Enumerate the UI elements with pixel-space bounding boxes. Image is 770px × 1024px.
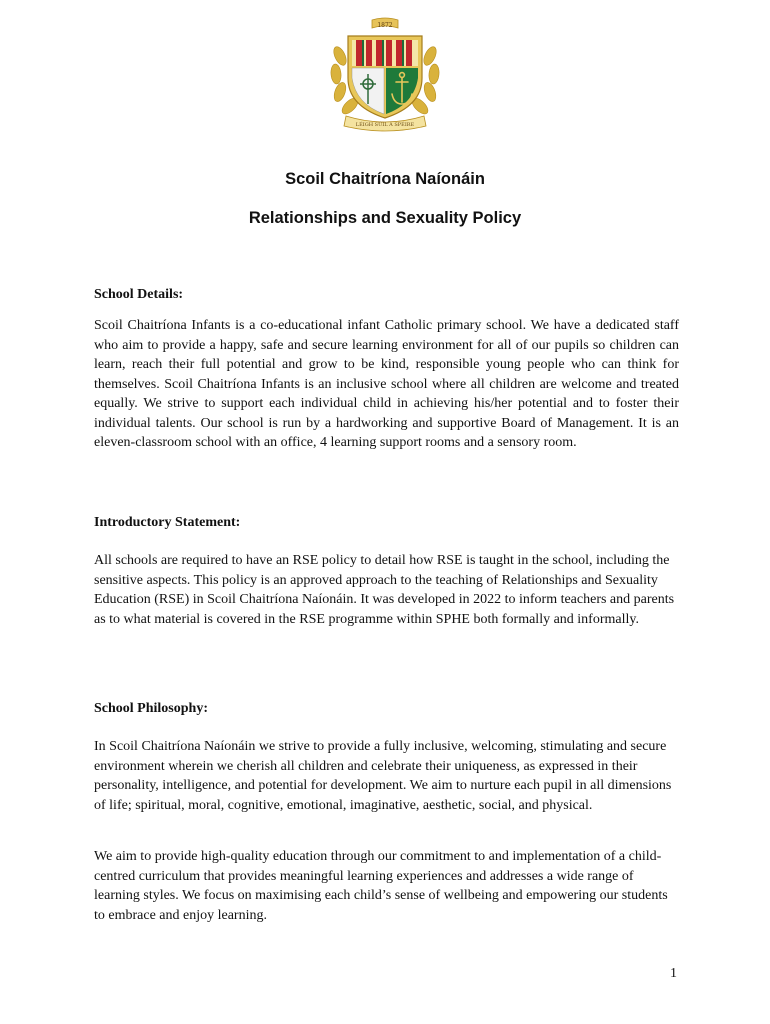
- paragraph-school-philosophy-1: In Scoil Chaitríona Naíonáin we strive to provide a fully inclusive, welcoming, stimulating and secure environment wherein we cherish all children and celebrate their uniqueness, as expressed in their personality, intelligence, and potential for development. We aim to nurture each pupil in all dimensions of life; spiritual, moral, cognitive, emotional, imaginative, aesthetic, social, and physical.: [94, 739, 672, 813]
- paragraph-introductory-statement: All schools are required to have an RSE policy to detail how RSE is taught in the school, including the sensitive aspects. This policy is an approved approach to the teaching of Relationships and Sexuality Education (RSE) in Scoil Chaitríona Naíonáin. It was developed in 2022 to inform teachers and parents as to what material is covered in the RSE programme within SPHE both formally and informally.: [94, 553, 675, 627]
- document-subtitle: Relationships and Sexuality Policy: [248, 209, 522, 227]
- document-title: Scoil Chaitríona Naíonáin: [285, 170, 485, 188]
- section-heading-introductory-statement: Introductory Statement:: [94, 515, 241, 530]
- svg-text:LÉIGH SÚIL A SPÉIRE: LÉIGH SÚIL A SPÉIRE: [355, 122, 415, 128]
- section-heading-school-details: School Details:: [94, 287, 184, 302]
- section-heading-school-philosophy: School Philosophy:: [94, 701, 208, 716]
- paragraph-school-details: Scoil Chaitríona Infants is a co-educational infant Catholic primary school. We have a dedicated staff who aim to provide a happy, safe and secure learning environment for all of our pupils so children can learn, reach their full potential and grow to be kind, responsible young people who can think for themselves. Scoil Chaitríona Infants is an inclusive school where all children are welcome and treated equally. We strive to support each individual child in achieving his/her potential and to foster their individual talents. Our school is run by a hardworking and supportive Board of Management. It is an eleven-classroom school with an office, 4 learning support rooms and a sensory room.: [94, 318, 679, 450]
- page-number: 1: [670, 966, 677, 981]
- paragraph-school-philosophy-2: We aim to provide high-quality education through our commitment to and implementation of a child-centred curriculum that provides meaningful learning experiences and addresses a wide range of learning styles. We focus on maximising each child’s sense of wellbeing and empowering our students to embrace and enjoy learning.: [94, 849, 668, 923]
- svg-text:1872: 1872: [377, 22, 393, 29]
- school-crest-logo: [326, 16, 444, 132]
